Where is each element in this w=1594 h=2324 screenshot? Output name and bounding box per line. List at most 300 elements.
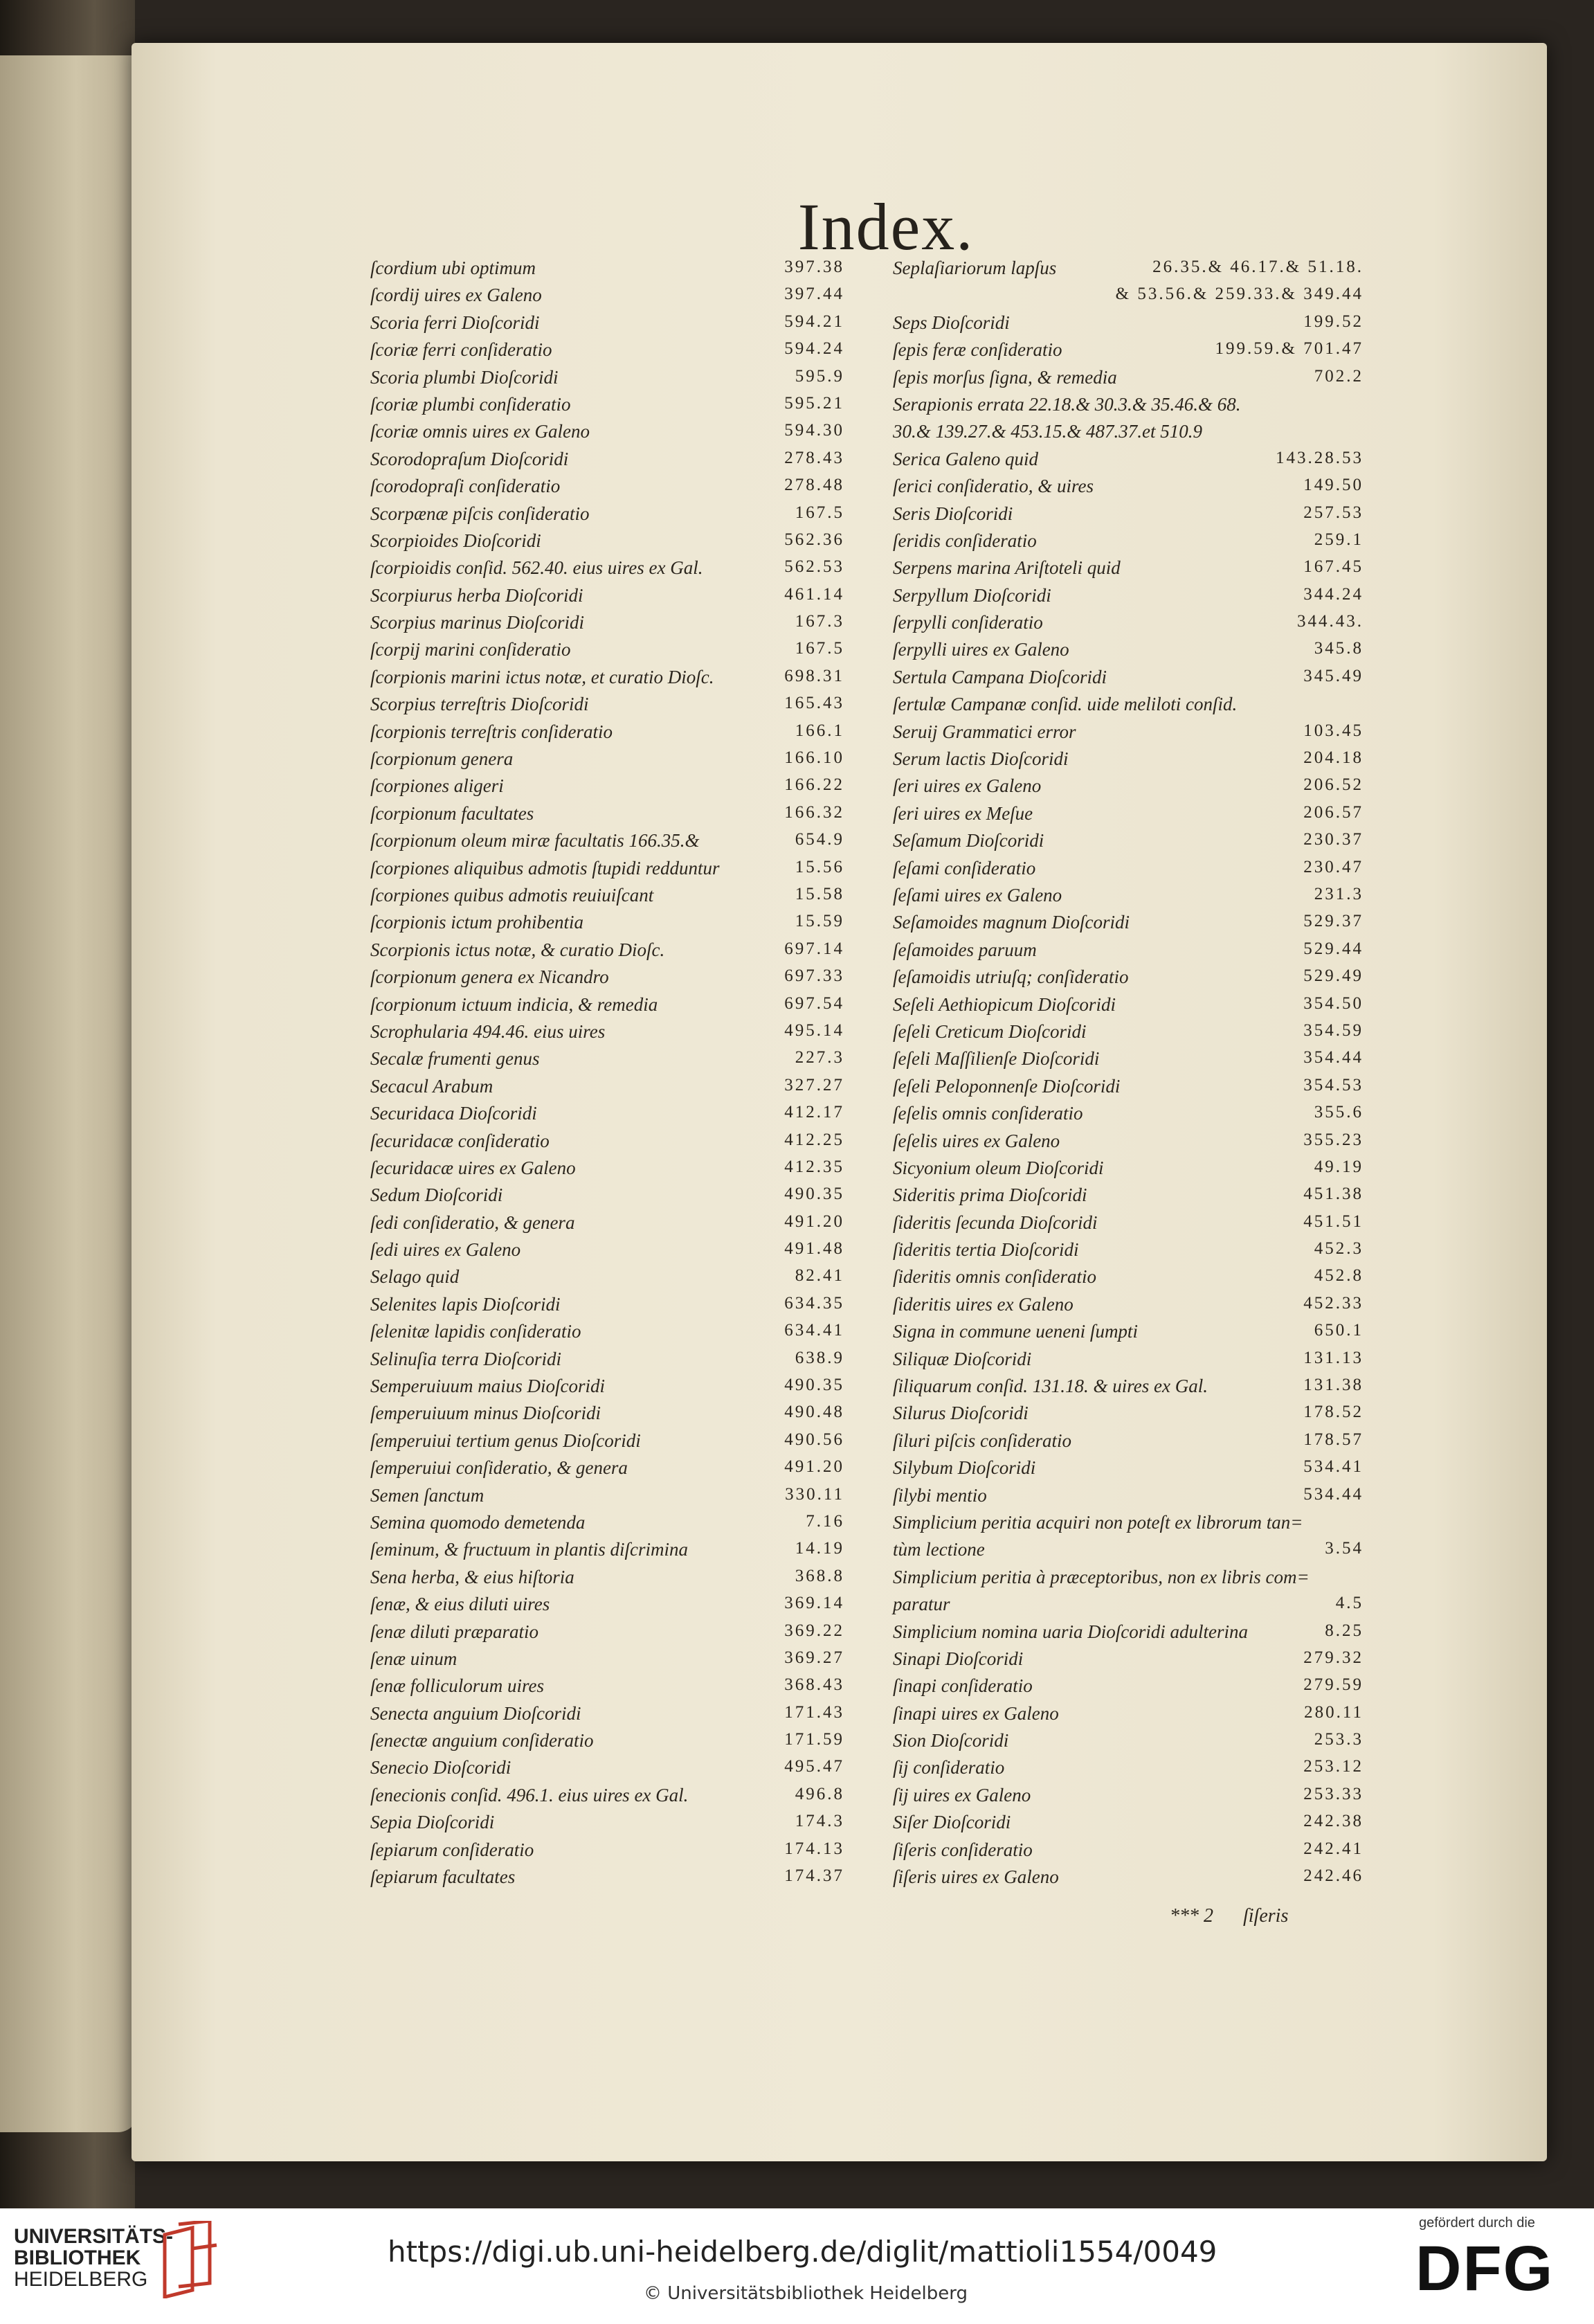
page-reference: 171.59 bbox=[784, 1730, 844, 1749]
page-reference: 702.2 bbox=[1314, 366, 1364, 386]
page-reference: 178.52 bbox=[1303, 1403, 1364, 1422]
page-reference: 7.16 bbox=[806, 1511, 844, 1531]
index-entry bbox=[370, 1427, 844, 1454]
page-reference: 259.1 bbox=[1314, 530, 1364, 549]
index-entry bbox=[370, 1073, 844, 1100]
index-term: ſenectæ anguium conſideratio bbox=[370, 1730, 594, 1751]
page-reference: 490.35 bbox=[784, 1184, 844, 1204]
page-reference: 131.13 bbox=[1303, 1348, 1364, 1367]
index-term: ſeſami conſideratio bbox=[893, 857, 1036, 879]
index-term: Selinuſia terra Dioſcoridi bbox=[370, 1348, 561, 1369]
index-term: ſemperuiui tertium genus Dioſcoridi bbox=[370, 1430, 641, 1451]
index-term: Signa in commune ueneni ſumpti bbox=[893, 1321, 1138, 1342]
page-reference: 412.17 bbox=[784, 1103, 844, 1122]
page-reference: 174.37 bbox=[784, 1866, 844, 1886]
index-term: ſenecionis conſid. 496.1. eius uires ex Gal. bbox=[370, 1784, 689, 1805]
page-reference: 562.53 bbox=[784, 557, 844, 577]
index-entry bbox=[370, 1155, 844, 1182]
index-entry bbox=[893, 746, 1364, 773]
index-entry bbox=[370, 827, 844, 854]
page-reference: 167.45 bbox=[1303, 557, 1364, 577]
index-term: Senecio Dioſcoridi bbox=[370, 1757, 511, 1778]
page-reference: 368.43 bbox=[784, 1675, 844, 1695]
index-term: Selenites lapis Dioſcoridi bbox=[370, 1293, 561, 1315]
page-reference: 242.41 bbox=[1303, 1839, 1364, 1858]
logo-text-line-1: UNIVERSITÄTS- bbox=[14, 2225, 174, 2248]
page-reference: 167.5 bbox=[795, 503, 844, 522]
index-term: Scorpionis ictus notæ, & curatio Dioſc. bbox=[370, 939, 665, 960]
index-term: ſiliquarum conſid. 131.18. & uires ex Gal. bbox=[893, 1376, 1208, 1397]
index-term: ſcorpiones quibus admotis reuiuiſcant bbox=[370, 884, 654, 906]
logo-text-line-2: BIBLIOTHEK bbox=[14, 2246, 141, 2269]
index-term: ſcorpionum facultates bbox=[370, 802, 534, 824]
copyright-text: © Universitätsbibliothek Heidelberg bbox=[644, 2283, 968, 2304]
index-entry bbox=[370, 473, 844, 500]
index-term: ſepis feræ conſideratio bbox=[893, 339, 1062, 361]
index-entry bbox=[893, 1782, 1364, 1809]
page-reference: 397.44 bbox=[784, 285, 844, 304]
page-reference: 698.31 bbox=[784, 666, 844, 685]
index-entry bbox=[370, 1400, 844, 1427]
page-reference: 166.22 bbox=[784, 775, 844, 795]
index-entry bbox=[370, 719, 844, 746]
page-reference: 14.19 bbox=[795, 1539, 844, 1558]
index-term: ſideritis omnis conſideratio bbox=[893, 1266, 1096, 1288]
signature-mark: *** 2 bbox=[1170, 1905, 1213, 1927]
index-term: Simplicium peritia acquiri non poteſt ex librorum tan= bbox=[893, 1511, 1303, 1533]
index-entry bbox=[893, 473, 1364, 500]
page-reference: 369.14 bbox=[784, 1594, 844, 1613]
index-term: ſcordij uires ex Galeno bbox=[370, 285, 542, 306]
index-term: Secalæ frumenti genus bbox=[370, 1048, 540, 1070]
index-entry bbox=[370, 1837, 844, 1864]
index-term: Serica Galeno quid bbox=[893, 448, 1038, 469]
index-term: ſideritis ſecunda Dioſcoridi bbox=[893, 1211, 1098, 1233]
page-reference: 242.46 bbox=[1303, 1866, 1364, 1886]
index-entry bbox=[370, 664, 844, 691]
page-reference: 330.11 bbox=[785, 1484, 844, 1504]
index-column-left bbox=[370, 255, 844, 1891]
page-reference: 131.38 bbox=[1303, 1376, 1364, 1395]
page-reference: 26.35.& 46.17.& 51.18. bbox=[1152, 258, 1364, 276]
index-entry bbox=[893, 255, 1364, 282]
page-reference: 167.3 bbox=[795, 612, 844, 631]
index-term: Semen ſanctum bbox=[370, 1484, 484, 1506]
index-entry bbox=[370, 800, 844, 827]
index-entry bbox=[370, 1673, 844, 1700]
index-term: Scorodopraſum Dioſcoridi bbox=[370, 448, 569, 469]
page-reference: 594.24 bbox=[784, 339, 844, 359]
index-entry bbox=[370, 1646, 844, 1673]
index-term: ſerpylli conſideratio bbox=[893, 612, 1043, 633]
page-reference: 490.56 bbox=[784, 1430, 844, 1449]
page-reference: 562.36 bbox=[784, 530, 844, 549]
page-reference: 490.48 bbox=[784, 1403, 844, 1422]
index-term: ſcorpionis marini ictus notæ, et curatio Dioſc. bbox=[370, 666, 714, 687]
index-term: ſcoriæ omnis uires ex Galeno bbox=[370, 421, 590, 442]
index-term: ſeri uires ex Galeno bbox=[893, 775, 1042, 797]
page-reference: 206.52 bbox=[1303, 775, 1364, 795]
index-term: ſeſamoides paruum bbox=[893, 939, 1037, 960]
index-term: Serapionis errata 22.18.& 30.3.& 35.46.& 68. bbox=[893, 393, 1241, 415]
index-term: Sena herba, & eius hiſtoria bbox=[370, 1566, 574, 1587]
index-entry bbox=[370, 1619, 844, 1646]
page-reference: 178.57 bbox=[1303, 1430, 1364, 1449]
page-reference: 491.48 bbox=[784, 1239, 844, 1259]
index-term: Semina quomodo demetenda bbox=[370, 1511, 586, 1533]
index-term: ſeſeli Creticum Dioſcoridi bbox=[893, 1020, 1087, 1042]
index-term: Serpyllum Dioſcoridi bbox=[893, 584, 1051, 606]
index-term: Scorpænæ piſcis conſideratio bbox=[370, 503, 590, 524]
index-entry bbox=[893, 1754, 1364, 1781]
left-page-edge bbox=[0, 55, 138, 2132]
page-reference: 3.54 bbox=[1325, 1539, 1364, 1558]
index-entry bbox=[370, 1182, 844, 1209]
page-reference: 231.3 bbox=[1314, 884, 1364, 903]
index-entry bbox=[893, 282, 1364, 309]
index-entry bbox=[370, 1318, 844, 1345]
index-entry bbox=[893, 609, 1364, 636]
funder-caption: gefördert durch die bbox=[1419, 2215, 1535, 2231]
page-reference: 495.47 bbox=[784, 1757, 844, 1776]
index-term: Scoria plumbi Dioſcoridi bbox=[370, 366, 559, 388]
index-entry bbox=[370, 1864, 844, 1891]
index-entry bbox=[370, 255, 844, 282]
index-term: Sideritis prima Dioſcoridi bbox=[893, 1184, 1087, 1206]
index-term: paratur bbox=[893, 1594, 950, 1615]
index-entry bbox=[893, 1155, 1364, 1182]
index-entry bbox=[370, 582, 844, 609]
page-reference: 165.43 bbox=[784, 694, 844, 713]
page-reference: 354.44 bbox=[1303, 1048, 1364, 1068]
index-entry bbox=[370, 1727, 844, 1754]
university-library-logo bbox=[14, 2226, 173, 2290]
page-reference: 412.35 bbox=[784, 1157, 844, 1176]
index-entry bbox=[893, 1482, 1364, 1509]
index-term: ſcorpiones aligeri bbox=[370, 775, 504, 797]
index-entry bbox=[893, 1209, 1364, 1236]
index-entry bbox=[893, 1182, 1364, 1209]
index-entry bbox=[370, 855, 844, 882]
index-term: ſeſami uires ex Galeno bbox=[893, 884, 1062, 906]
index-term: ſilybi mentio bbox=[893, 1484, 987, 1506]
index-entry bbox=[893, 964, 1364, 991]
index-term: ſenæ, & eius diluti uires bbox=[370, 1594, 550, 1615]
document-url-link[interactable]: https://digi.ub.uni-heidelberg.de/diglit/mattioli1554/0049 bbox=[388, 2235, 1217, 2269]
index-entry bbox=[893, 909, 1364, 936]
index-term: ſcorpionum genera ex Nicandro bbox=[370, 966, 609, 988]
index-entry bbox=[370, 1454, 844, 1481]
index-term: Serum lactis Dioſcoridi bbox=[893, 748, 1069, 770]
index-term: Scoria ferri Dioſcoridi bbox=[370, 312, 540, 333]
index-term: Silurus Dioſcoridi bbox=[893, 1403, 1029, 1424]
page-reference: 278.48 bbox=[784, 476, 844, 495]
index-term: ſeridis conſideratio bbox=[893, 530, 1037, 551]
index-entry bbox=[893, 418, 1364, 445]
index-page bbox=[132, 43, 1547, 2161]
index-term: ſedi conſideratio, & genera bbox=[370, 1211, 575, 1233]
index-entry bbox=[370, 364, 844, 391]
index-entry bbox=[893, 719, 1364, 746]
index-entry bbox=[370, 1209, 844, 1236]
index-term: Seps Dioſcoridi bbox=[893, 312, 1010, 333]
index-entry bbox=[370, 1045, 844, 1072]
page-reference: 638.9 bbox=[795, 1348, 844, 1367]
page-reference: 490.35 bbox=[784, 1376, 844, 1395]
index-entry bbox=[893, 882, 1364, 909]
page-reference: 206.57 bbox=[1303, 802, 1364, 822]
index-entry bbox=[893, 1045, 1364, 1072]
index-entry bbox=[893, 1864, 1364, 1891]
page-reference: 496.8 bbox=[795, 1784, 844, 1803]
index-entry bbox=[370, 1700, 844, 1727]
index-term: ſinapi conſideratio bbox=[893, 1675, 1033, 1697]
page-reference: 355.6 bbox=[1314, 1103, 1364, 1122]
index-entry bbox=[893, 1318, 1364, 1345]
page-reference: 344.24 bbox=[1303, 584, 1364, 604]
index-entry bbox=[893, 937, 1364, 964]
page-reference: 166.1 bbox=[795, 721, 844, 740]
page-reference: 174.13 bbox=[784, 1839, 844, 1858]
page-reference: 149.50 bbox=[1303, 476, 1364, 495]
page-reference: 452.8 bbox=[1314, 1266, 1364, 1286]
index-entry bbox=[370, 1291, 844, 1318]
logo-text-line-3: HEIDELBERG bbox=[14, 2268, 148, 2291]
page-reference: 242.38 bbox=[1303, 1812, 1364, 1831]
index-entry bbox=[370, 1373, 844, 1400]
index-term: Simplicium nomina uaria Dioſcoridi adulterina bbox=[893, 1621, 1248, 1642]
index-entry bbox=[893, 636, 1364, 663]
page-reference: 529.44 bbox=[1303, 939, 1364, 958]
index-term: ſenæ folliculorum uires bbox=[370, 1675, 544, 1697]
index-entry bbox=[370, 391, 844, 418]
index-entry bbox=[370, 1809, 844, 1836]
page-reference: 279.59 bbox=[1303, 1675, 1364, 1695]
page-reference: 199.59.& 701.47 bbox=[1215, 339, 1364, 359]
page-reference: 369.27 bbox=[784, 1648, 844, 1667]
index-entry bbox=[370, 1482, 844, 1509]
index-term: Siſer Dioſcoridi bbox=[893, 1812, 1011, 1833]
index-entry bbox=[893, 773, 1364, 800]
index-term: ſecuridacæ conſideratio bbox=[370, 1130, 550, 1151]
index-term: Seſamum Dioſcoridi bbox=[893, 830, 1044, 852]
page-reference: 8.25 bbox=[1325, 1621, 1364, 1640]
index-entry bbox=[370, 746, 844, 773]
page-reference: 529.37 bbox=[1303, 912, 1364, 931]
index-entry bbox=[893, 827, 1364, 854]
index-entry bbox=[370, 991, 844, 1018]
page-reference: 167.5 bbox=[795, 639, 844, 658]
index-entry bbox=[370, 882, 844, 909]
index-entry bbox=[370, 1236, 844, 1263]
index-entry bbox=[370, 1018, 844, 1045]
page-reference: 82.41 bbox=[795, 1266, 844, 1286]
index-term: ſcorpionis ictum prohibentia bbox=[370, 912, 583, 933]
index-entry bbox=[370, 1263, 844, 1290]
page-reference: 257.53 bbox=[1303, 503, 1364, 522]
page-reference: 369.22 bbox=[784, 1621, 844, 1640]
index-term: ſenæ diluti præparatio bbox=[370, 1621, 539, 1642]
index-term: ſecuridacæ uires ex Galeno bbox=[370, 1157, 576, 1178]
index-term: ſepiarum facultates bbox=[370, 1866, 516, 1888]
index-term: Seruij Grammatici error bbox=[893, 721, 1076, 742]
index-entry bbox=[893, 1536, 1364, 1563]
index-entry bbox=[893, 336, 1364, 363]
index-entry bbox=[893, 1400, 1364, 1427]
index-term: Scrophularia 494.46. eius uires bbox=[370, 1020, 606, 1042]
index-entry bbox=[893, 800, 1364, 827]
university-seal-icon bbox=[158, 2221, 220, 2298]
page-reference: 595.9 bbox=[795, 366, 844, 386]
index-term: ſcorpionis terreſtris conſideratio bbox=[370, 721, 613, 742]
index-entry bbox=[370, 691, 844, 718]
index-term: ſcoriæ plumbi conſideratio bbox=[370, 393, 571, 415]
index-entry bbox=[370, 418, 844, 445]
index-term: Scorpius marinus Dioſcoridi bbox=[370, 612, 585, 633]
index-term: Silybum Dioſcoridi bbox=[893, 1457, 1036, 1479]
page-reference: 634.35 bbox=[784, 1293, 844, 1313]
page-reference: 171.43 bbox=[784, 1702, 844, 1722]
page-reference: 697.54 bbox=[784, 993, 844, 1013]
index-term: ſinapi uires ex Galeno bbox=[893, 1702, 1059, 1724]
index-entry bbox=[370, 1591, 844, 1618]
page-reference: 15.58 bbox=[795, 884, 844, 903]
index-entry bbox=[893, 1727, 1364, 1754]
index-entry bbox=[370, 1536, 844, 1563]
page-reference: 354.50 bbox=[1303, 993, 1364, 1013]
index-entry bbox=[370, 1128, 844, 1155]
page-reference: 253.12 bbox=[1303, 1757, 1364, 1776]
page-reference: 278.43 bbox=[784, 448, 844, 467]
index-term: Seſeli Aethiopicum Dioſcoridi bbox=[893, 993, 1116, 1015]
index-term: ſcorpionum oleum miræ facultatis 166.35.& bbox=[370, 830, 700, 852]
page-reference: 327.27 bbox=[784, 1075, 844, 1095]
index-term: ſcorpionum ictuum indicia, & remedia bbox=[370, 993, 658, 1015]
index-entry bbox=[893, 1346, 1364, 1373]
index-entry bbox=[893, 528, 1364, 555]
index-term: 30.& 139.27.& 453.15.& 487.37.et 510.9 bbox=[893, 421, 1202, 442]
index-entry bbox=[370, 501, 844, 528]
index-entry bbox=[893, 501, 1364, 528]
index-entry bbox=[893, 1837, 1364, 1864]
index-term: Senecta anguium Dioſcoridi bbox=[370, 1702, 581, 1724]
index-term: ſiſeris conſideratio bbox=[893, 1839, 1033, 1860]
index-entry bbox=[370, 555, 844, 582]
index-term: Secacul Arabum bbox=[370, 1075, 493, 1097]
index-term: ſcorpij marini conſideratio bbox=[370, 639, 571, 660]
index-entry bbox=[370, 964, 844, 991]
page-reference: 174.3 bbox=[795, 1812, 844, 1831]
page-reference: 253.33 bbox=[1303, 1784, 1364, 1803]
index-term: Scorpius terreſtris Dioſcoridi bbox=[370, 694, 589, 715]
page-reference: 230.47 bbox=[1303, 857, 1364, 876]
index-entry bbox=[893, 664, 1364, 691]
index-entry bbox=[893, 1809, 1364, 1836]
index-term: ſertulæ Campanæ conſid. uide meliloti conſid. bbox=[893, 694, 1238, 715]
index-entry bbox=[370, 909, 844, 936]
index-term: ſerpylli uires ex Galeno bbox=[893, 639, 1069, 660]
index-term: Serpens marina Ariſtoteli quid bbox=[893, 557, 1121, 579]
index-term: Simplicium peritia à præceptoribus, non ex libris com= bbox=[893, 1566, 1310, 1587]
index-term: Siliquæ Dioſcoridi bbox=[893, 1348, 1032, 1369]
index-entry bbox=[370, 528, 844, 555]
page-reference: 143.28.53 bbox=[1276, 448, 1364, 467]
index-term: ſcordium ubi optimum bbox=[370, 258, 536, 278]
page-reference: 280.11 bbox=[1304, 1702, 1364, 1722]
index-entry bbox=[893, 1128, 1364, 1155]
index-entry bbox=[893, 555, 1364, 582]
index-term: ſelenitæ lapidis conſideratio bbox=[370, 1321, 581, 1342]
index-entry bbox=[370, 609, 844, 636]
index-term: ſeſelis uires ex Galeno bbox=[893, 1130, 1060, 1151]
index-term: Sepia Dioſcoridi bbox=[370, 1812, 495, 1833]
index-term: ſeſeli Peloponnenſe Dioſcoridi bbox=[893, 1075, 1121, 1097]
index-term: ſideritis uires ex Galeno bbox=[893, 1293, 1074, 1315]
index-entry bbox=[370, 937, 844, 964]
page-reference: 634.41 bbox=[784, 1321, 844, 1340]
index-term: ſemperuiuum minus Dioſcoridi bbox=[370, 1403, 601, 1424]
page-reference: 166.10 bbox=[784, 748, 844, 768]
page-reference: 491.20 bbox=[784, 1457, 844, 1477]
index-entry bbox=[370, 446, 844, 473]
page-reference: 451.51 bbox=[1303, 1211, 1364, 1231]
index-term: ſeſamoidis utriuſq; conſideratio bbox=[893, 966, 1129, 988]
index-term: ſcorpionum genera bbox=[370, 748, 514, 770]
index-entry bbox=[893, 309, 1364, 336]
page-reference: & 53.56.& 259.33.& 349.44 bbox=[1115, 285, 1364, 304]
page-reference: 354.59 bbox=[1303, 1020, 1364, 1040]
index-entry bbox=[893, 1700, 1364, 1727]
index-term: ſij conſideratio bbox=[893, 1757, 1005, 1778]
page-reference: 103.45 bbox=[1303, 721, 1364, 740]
index-entry bbox=[893, 446, 1364, 473]
page-reference: 204.18 bbox=[1303, 748, 1364, 768]
page-reference: 344.43. bbox=[1297, 612, 1364, 631]
index-term: ſeri uires ex Meſue bbox=[893, 802, 1033, 824]
index-entry bbox=[893, 1646, 1364, 1673]
page-reference: 451.38 bbox=[1303, 1184, 1364, 1204]
index-entry bbox=[370, 1782, 844, 1809]
index-entry bbox=[893, 1564, 1364, 1591]
index-entry bbox=[893, 1073, 1364, 1100]
index-entry bbox=[370, 773, 844, 800]
index-entry bbox=[893, 391, 1364, 418]
index-entry bbox=[893, 691, 1364, 718]
index-term: ſeſelis omnis conſideratio bbox=[893, 1103, 1083, 1124]
index-term: ſerici conſideratio, & uires bbox=[893, 476, 1094, 497]
page-footer bbox=[1170, 1905, 1313, 1927]
index-term: Scorpioides Dioſcoridi bbox=[370, 530, 541, 551]
dfg-logo: DFG bbox=[1415, 2233, 1555, 2304]
page-reference: 4.5 bbox=[1335, 1594, 1364, 1613]
index-entry bbox=[370, 1346, 844, 1373]
index-term: tùm lectione bbox=[893, 1539, 985, 1560]
index-entry bbox=[893, 855, 1364, 882]
index-term: Seris Dioſcoridi bbox=[893, 503, 1013, 524]
index-term: ſcoriæ ferri conſideratio bbox=[370, 339, 552, 361]
page-reference: 594.30 bbox=[784, 421, 844, 440]
index-entry bbox=[370, 282, 844, 309]
page-reference: 529.49 bbox=[1303, 966, 1364, 986]
page-reference: 594.21 bbox=[784, 312, 844, 331]
index-entry bbox=[893, 1454, 1364, 1481]
index-entry bbox=[370, 336, 844, 363]
index-term: Sertula Campana Dioſcoridi bbox=[893, 666, 1107, 687]
catchword: ſiſeris bbox=[1243, 1905, 1289, 1927]
index-term: Sicyonium oleum Dioſcoridi bbox=[893, 1157, 1104, 1178]
index-term: Semperuiuum maius Dioſcoridi bbox=[370, 1376, 605, 1397]
index-term: ſiluri piſcis conſideratio bbox=[893, 1430, 1071, 1451]
